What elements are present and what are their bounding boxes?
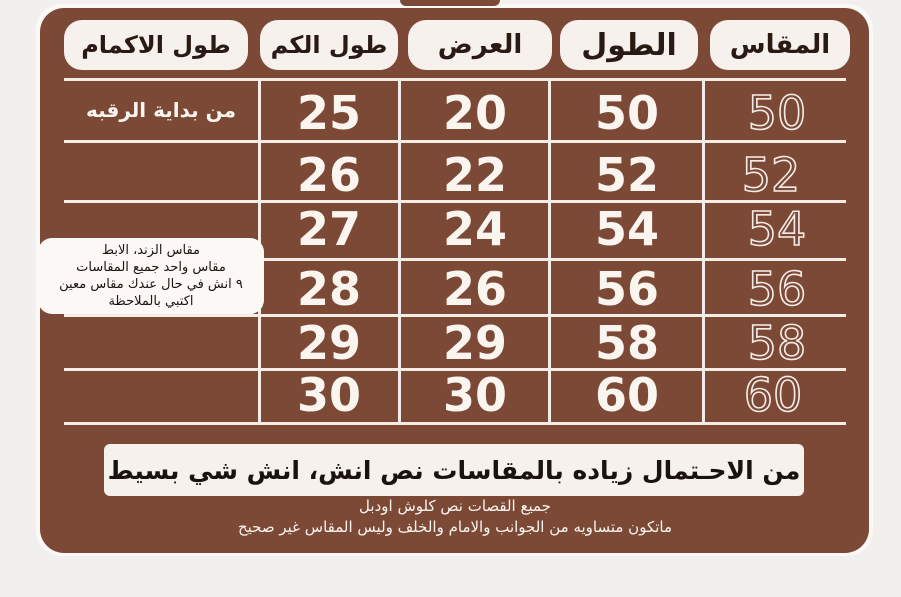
size-value: 50: [747, 86, 807, 140]
sleeve-value: 27: [296, 202, 361, 256]
grid-line: [64, 78, 846, 81]
header-length: الطول: [562, 22, 696, 68]
sleeve-value: 30: [296, 368, 361, 422]
length-value: 56: [594, 262, 659, 316]
sleeve-value: 25: [296, 86, 361, 140]
length-value: 50: [594, 86, 659, 140]
width-value: 24: [442, 202, 507, 256]
header-width: العرض: [410, 22, 550, 68]
size-value: 54: [747, 202, 807, 256]
neck-start-note: من بداية الرقبه: [85, 98, 237, 122]
top-notch: [400, 0, 500, 6]
width-value: 30: [442, 368, 507, 422]
size-value: 52: [741, 148, 801, 202]
symmetry-note: ماتكون متساويه من الجوانب والامام والخلف وليس المقاس غير صحيح: [237, 518, 673, 536]
width-value: 26: [442, 262, 507, 316]
length-value: 52: [594, 148, 659, 202]
size-value: 58: [747, 316, 807, 370]
note-line: ٩ انش في حال عندك مقاس معين: [59, 277, 243, 292]
arm-measurement-note: [38, 238, 264, 314]
size-value: 56: [747, 262, 807, 316]
allowance-banner: من الاحـتمال زياده بالمقاسات نص انش، انش شي بسيط: [104, 444, 804, 496]
length-value: 54: [594, 202, 659, 256]
size-value: 60: [743, 368, 803, 422]
sleeve-value: 29: [296, 316, 361, 370]
grid-divider: [548, 80, 551, 422]
header-size: المقاس: [712, 22, 848, 68]
note-line: اكتبي بالملاحظة: [108, 294, 194, 309]
note-line: مقاس الزند، الابط: [101, 243, 200, 258]
sleeve-value: 28: [296, 262, 361, 316]
grid-divider: [398, 80, 401, 422]
width-value: 20: [442, 86, 507, 140]
cuts-note: جميع القصات نص كلوش اودبل: [359, 497, 551, 515]
length-value: 58: [594, 316, 659, 370]
header-sleeves-length: طول الاكمام: [66, 22, 246, 68]
width-value: 29: [442, 316, 507, 370]
note-line: مقاس واحد جميع المقاسات: [76, 260, 226, 275]
length-value: 60: [594, 368, 659, 422]
header-sleeve-length: طول الكم: [262, 22, 396, 68]
width-value: 22: [442, 148, 507, 202]
sleeve-value: 26: [296, 148, 361, 202]
